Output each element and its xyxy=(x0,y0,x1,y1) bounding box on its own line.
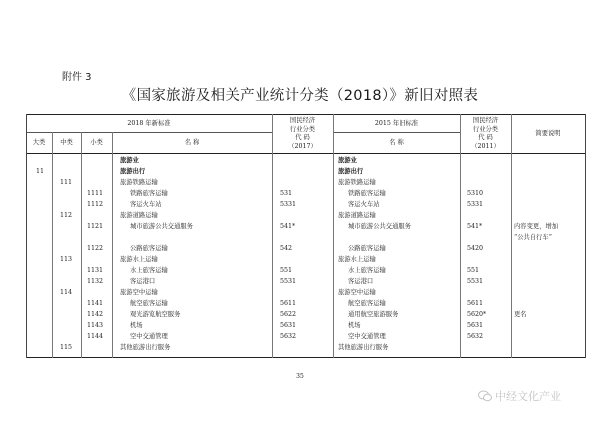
cell-name-old: 旅游出行 xyxy=(338,168,364,175)
cell-code-2011: 5631 xyxy=(467,322,484,329)
cell-remark: 更名 xyxy=(514,311,527,318)
header-divider-old xyxy=(333,132,460,133)
header-name-new: 名 称 xyxy=(184,139,200,146)
cell-name-old: 旅游铁路运输 xyxy=(338,179,376,186)
cell-name-old: 旅游业 xyxy=(338,157,357,164)
header-code-line: 国民经济 xyxy=(472,117,499,124)
cell-name-old: 城市旅游公共交通服务 xyxy=(348,223,411,230)
cell-code-2011: 551 xyxy=(467,267,480,274)
cell-name-new: 铁路旅客运输 xyxy=(130,190,168,197)
header-divider-new xyxy=(26,132,272,133)
vline-major xyxy=(52,132,53,358)
cell-name-old: 旅游空中运输 xyxy=(338,289,376,296)
cell-name-new: 旅游业 xyxy=(120,157,139,164)
vline-minor xyxy=(112,132,113,358)
cell-name-old: 客运火车站 xyxy=(348,201,380,208)
cell-code-2011: 5632 xyxy=(467,333,484,340)
cell-middle: 114 xyxy=(60,289,73,296)
cell-minor: 1143 xyxy=(87,322,104,329)
cell-minor: 1111 xyxy=(87,190,104,197)
cell-name-new: 水上旅客运输 xyxy=(130,267,168,274)
header-code-line: （2011） xyxy=(471,142,500,150)
vline-middle xyxy=(81,132,82,358)
cell-minor: 1141 xyxy=(87,300,104,307)
cell-name-new: 旅游道路运输 xyxy=(120,212,158,219)
cell-code-2011: 5620* xyxy=(467,311,487,318)
header-code-line: 代 码 xyxy=(295,134,310,141)
cell-middle: 112 xyxy=(60,212,73,219)
document-title: 《国家旅游及相关产业统计分类（2018）》新旧对照表 xyxy=(121,88,479,104)
cell-minor: 1142 xyxy=(87,311,104,318)
header-new-standard: 2018 年新标准 xyxy=(127,120,171,127)
table-top-rule xyxy=(26,114,586,115)
cell-minor: 1144 xyxy=(87,333,104,340)
vline-name-new xyxy=(272,114,273,358)
cell-name-old: 旅游道路运输 xyxy=(338,212,376,219)
vline-left xyxy=(26,114,27,358)
header-middle: 中类 xyxy=(60,139,73,146)
cell-code-2011: 5310 xyxy=(467,190,484,197)
cell-code-2017: 5632 xyxy=(280,333,297,340)
attachment-label: 附件 3 xyxy=(62,72,92,83)
cell-code-2011: 5531 xyxy=(467,278,484,285)
cell-code-2017: 5622 xyxy=(280,311,297,318)
header-code-line: 代 码 xyxy=(478,134,493,141)
cell-name-new: 空中交通管理 xyxy=(130,333,168,340)
cell-name-old: 机场 xyxy=(348,322,361,329)
header-name-old: 名 称 xyxy=(389,139,404,146)
header-old-standard: 2015 年旧标准 xyxy=(374,120,419,127)
wechat-icon xyxy=(478,390,492,402)
cell-name-old: 旅游水上运输 xyxy=(338,256,376,263)
comparison-table xyxy=(26,114,586,358)
cell-name-new: 机场 xyxy=(130,322,143,329)
cell-code-2017: 531 xyxy=(280,190,293,197)
header-code-line: 行业分类 xyxy=(472,125,499,133)
cell-name-new: 旅游水上运输 xyxy=(120,256,158,263)
cell-name-new: 其他旅游出行服务 xyxy=(120,344,171,351)
cell-name-new: 航空旅客运输 xyxy=(130,300,168,307)
header-code-line: 国民经济 xyxy=(289,117,316,124)
cell-name-new: 客运港口 xyxy=(130,278,156,285)
cell-code-2017: 5531 xyxy=(280,278,297,285)
cell-code-2011: 5611 xyxy=(467,300,484,307)
cell-name-old: 航空旅客运输 xyxy=(348,300,386,307)
cell-minor: 1122 xyxy=(87,245,104,252)
cell-name-old: 通用航空旅游服务 xyxy=(348,311,399,318)
cell-code-2011: 5331 xyxy=(467,201,484,208)
cell-name-old: 水上旅客运输 xyxy=(348,267,386,274)
cell-name-new: 公路旅客运输 xyxy=(130,245,168,252)
cell-name-new: 城市旅游公共交通服务 xyxy=(130,223,193,230)
watermark xyxy=(478,388,561,404)
cell-name-new: 旅游出行 xyxy=(120,168,146,175)
cell-name-old: 客运港口 xyxy=(348,278,374,285)
table-bottom-rule xyxy=(26,357,586,358)
header-remarks: 简要说明 xyxy=(535,130,561,137)
cell-minor: 1132 xyxy=(87,278,104,285)
watermark-text: 中经文化产业 xyxy=(495,390,561,403)
cell-middle: 115 xyxy=(60,344,73,351)
header-major: 大类 xyxy=(32,139,46,146)
cell-code-2017: 5631 xyxy=(280,322,297,329)
cell-name-new: 旅游铁路运输 xyxy=(120,179,158,186)
vline-code11 xyxy=(511,114,512,358)
vline-right xyxy=(585,114,586,358)
cell-minor: 1121 xyxy=(87,223,104,230)
cell-name-old: 公路旅客运输 xyxy=(348,245,386,252)
page-number: 35 xyxy=(296,373,304,380)
cell-code-2017: 5331 xyxy=(280,201,297,208)
header-code-line: 行业分类 xyxy=(289,125,316,133)
header-bottom-rule xyxy=(26,153,586,154)
cell-code-2017: 5611 xyxy=(280,300,297,307)
vline-name-old xyxy=(460,114,461,358)
vline-code17 xyxy=(333,114,334,358)
header-minor: 小类 xyxy=(90,139,103,146)
header-code-line: （2017） xyxy=(288,142,317,150)
cell-minor: 1131 xyxy=(87,267,104,274)
cell-minor: 1112 xyxy=(87,201,104,208)
cell-name-old: 铁路旅客运输 xyxy=(348,190,386,197)
cell-name-old: 其他旅游出行服务 xyxy=(338,344,389,351)
cell-major: 11 xyxy=(36,168,45,175)
cell-name-new: 旅游空中运输 xyxy=(120,289,158,296)
cell-middle: 111 xyxy=(60,179,73,186)
cell-remark: “公共自行车” xyxy=(514,234,552,241)
cell-code-2011: 5420 xyxy=(467,245,484,252)
cell-middle: 113 xyxy=(60,256,73,263)
cell-name-new: 观光游览航空服务 xyxy=(130,311,181,318)
cell-remark: 内容变更，增加 xyxy=(514,223,559,230)
cell-code-2017: 542 xyxy=(280,245,293,252)
cell-code-2011: 541* xyxy=(467,223,483,230)
cell-code-2017: 541* xyxy=(280,223,296,230)
cell-code-2017: 551 xyxy=(280,267,293,274)
cell-name-old: 空中交通管理 xyxy=(348,333,386,340)
cell-name-new: 客运火车站 xyxy=(130,201,162,208)
